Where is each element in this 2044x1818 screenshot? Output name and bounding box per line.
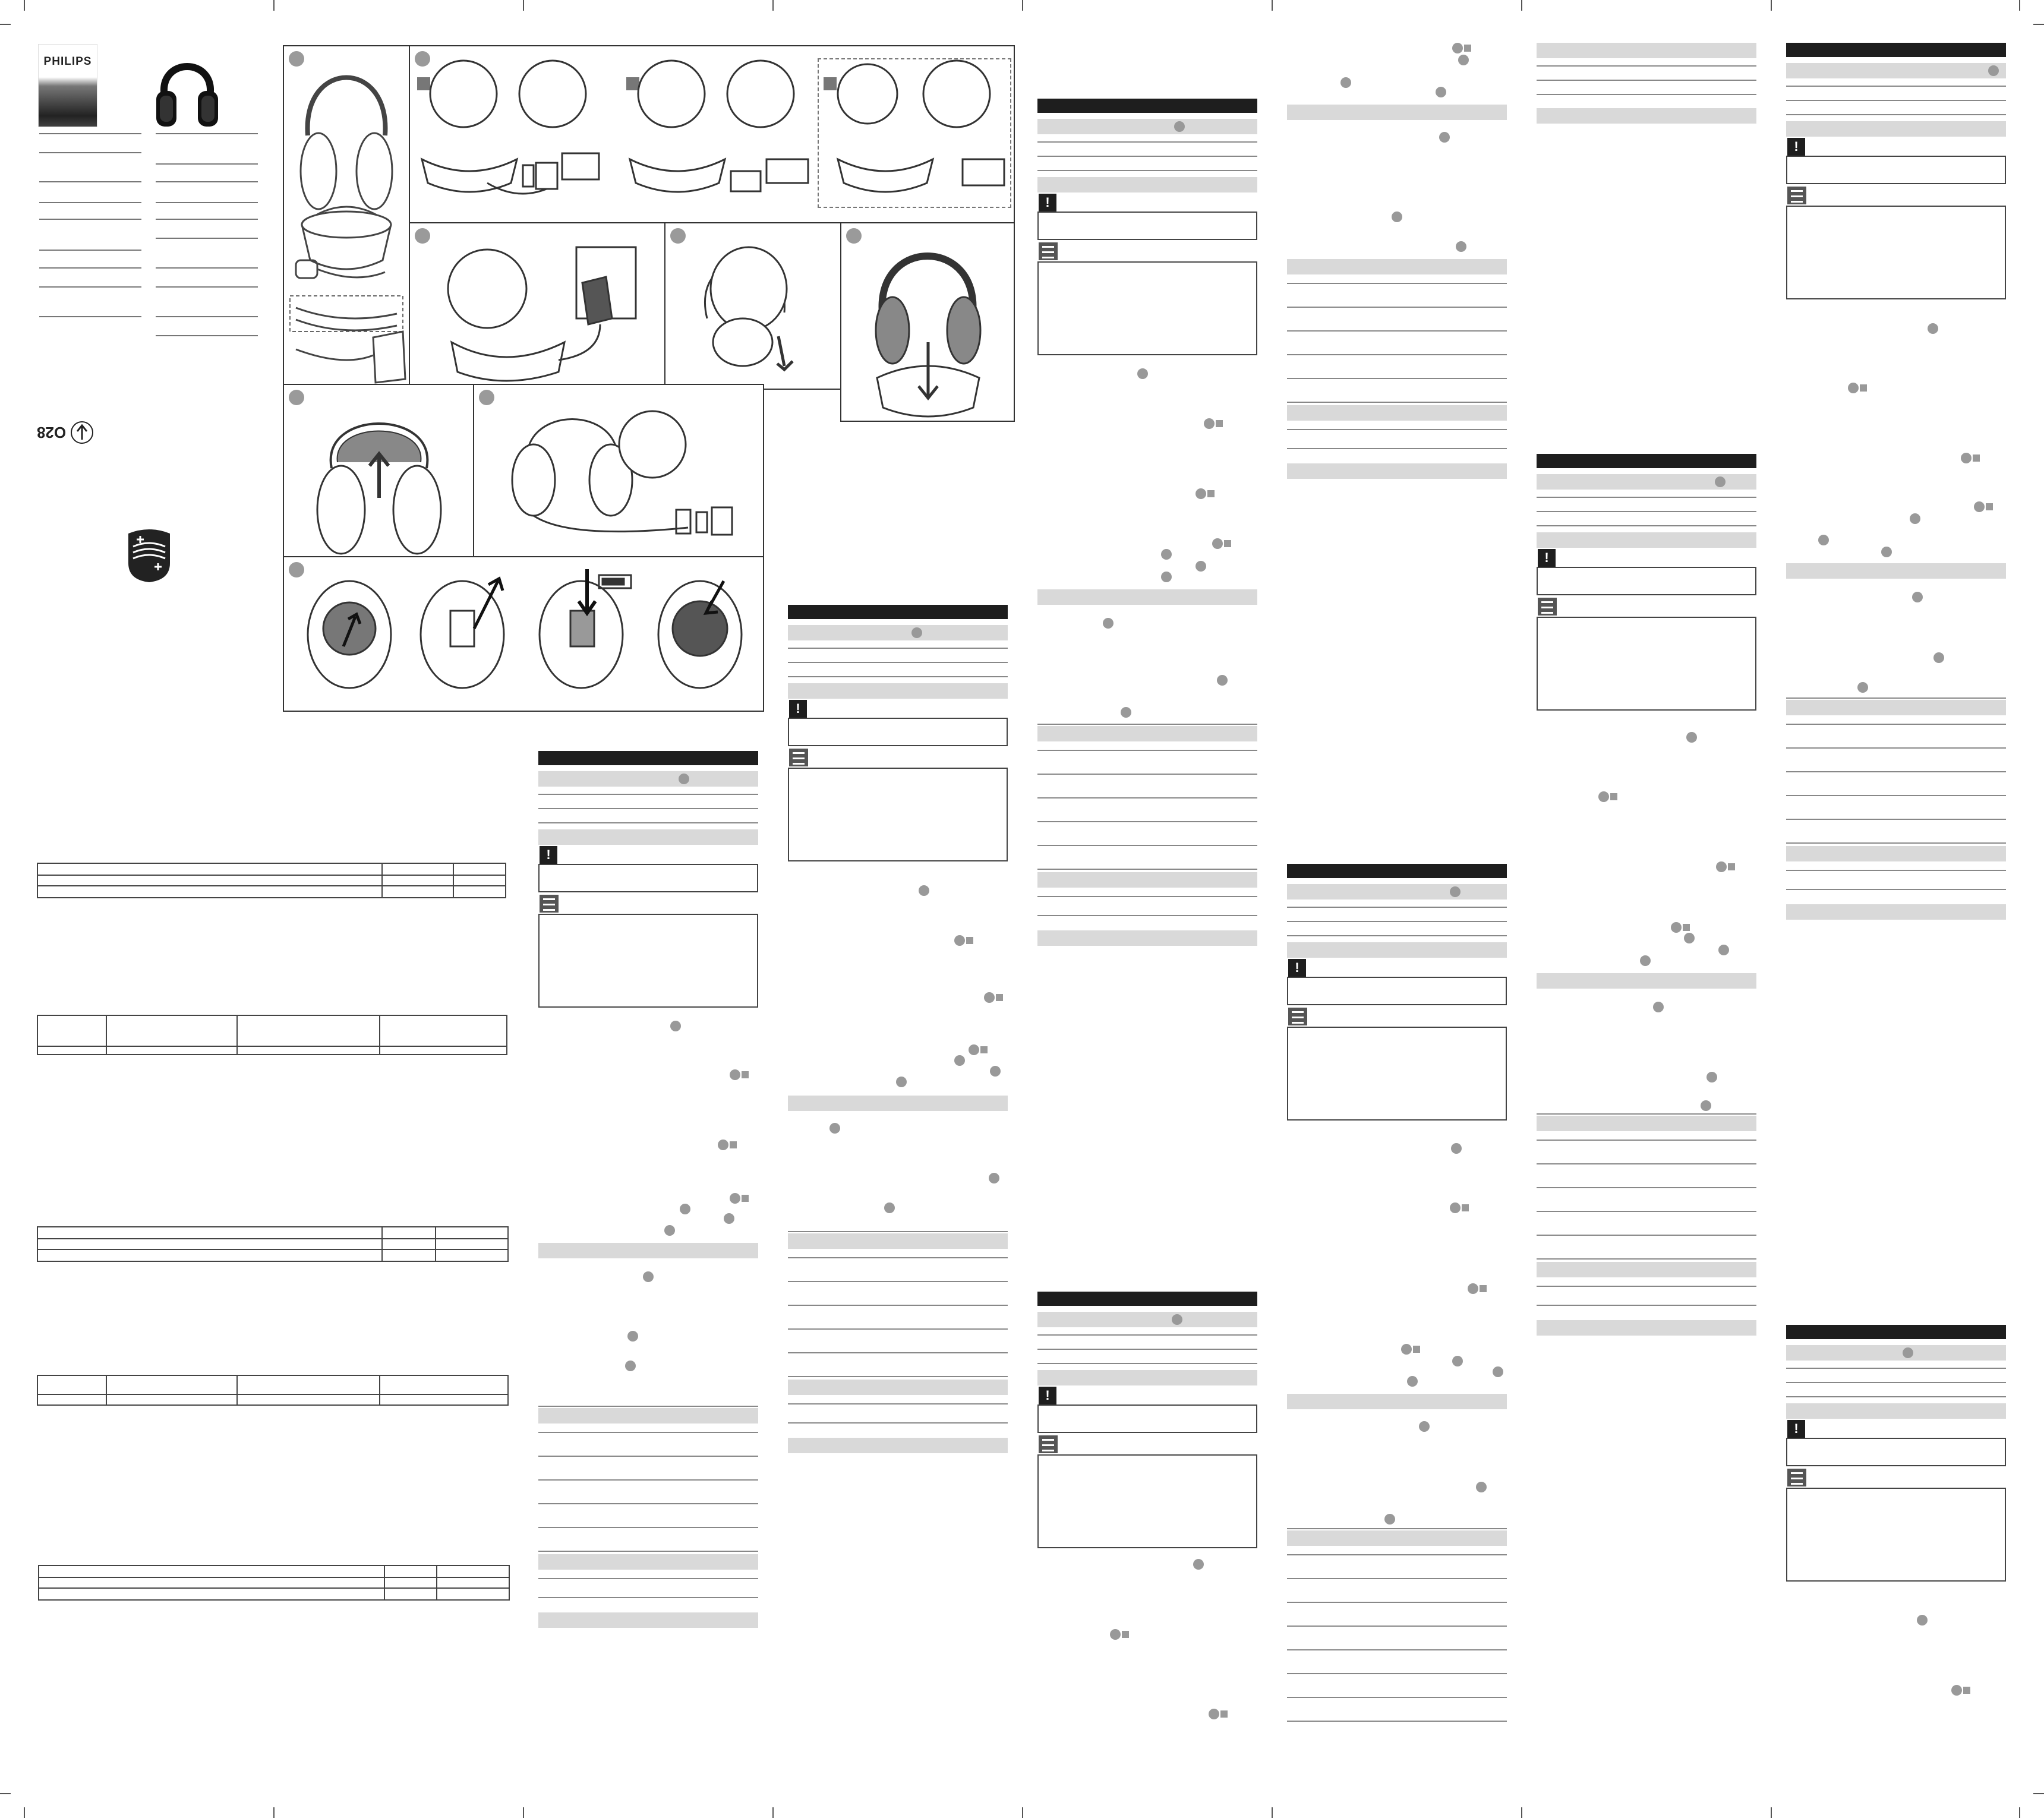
philips-recycle-mark (127, 528, 171, 583)
language-section (1037, 1292, 1257, 1548)
figure-battery (283, 556, 764, 712)
section-list (1537, 973, 1756, 1336)
crop-mark (1272, 0, 1273, 11)
warning-box (1786, 1421, 2006, 1466)
crop-mark (772, 0, 774, 11)
section-header (538, 751, 758, 765)
figure-power-on (664, 222, 843, 390)
note-icon (789, 749, 808, 766)
crop-mark (2019, 1807, 2020, 1818)
language-section (1037, 99, 1257, 355)
crop-mark (0, 1793, 11, 1794)
language-section (1287, 864, 1507, 1121)
figure-dock (840, 222, 1015, 422)
title-bar (1537, 474, 1756, 490)
spec-table (38, 1565, 510, 1601)
crop-mark (273, 1807, 275, 1818)
note-box (538, 914, 758, 1008)
section-list (1287, 259, 1507, 479)
note-icon (1538, 598, 1557, 616)
exclamation-icon: ! (1039, 194, 1056, 212)
note-icon (1039, 242, 1058, 260)
language-section (788, 605, 1008, 861)
section-header (1786, 1325, 2006, 1339)
title-bar (1786, 63, 2006, 78)
crop-mark (1022, 1807, 1023, 1818)
section-header (1786, 43, 2006, 57)
crop-mark (2033, 24, 2044, 25)
section-list (1287, 105, 1507, 120)
exclamation-icon: ! (1787, 1420, 1805, 1438)
figure-line-in (473, 384, 764, 569)
title-bar (1037, 1312, 1257, 1327)
model-code-label: O28 (37, 424, 67, 441)
note-box (1287, 1027, 1507, 1121)
section-list (1786, 563, 2006, 920)
exclamation-icon: ! (1787, 138, 1805, 156)
figure-adjust (283, 384, 474, 569)
figure-connect (409, 45, 1015, 223)
crop-mark (1521, 1807, 1522, 1818)
title-bar (788, 625, 1008, 640)
note-box (1537, 617, 1756, 711)
note-icon (1787, 1469, 1806, 1486)
section-list (1287, 1394, 1507, 1722)
title-bar (1037, 119, 1257, 134)
note-box (1786, 1488, 2006, 1582)
philips-logo (38, 44, 97, 127)
section-list (1537, 43, 1756, 124)
crop-mark (273, 0, 275, 11)
figure-accessories (283, 45, 410, 385)
spec-table (37, 863, 506, 898)
note-box (788, 768, 1008, 861)
section-list (1037, 589, 1257, 946)
warning-box (1287, 960, 1507, 1005)
warning-box (1037, 1388, 1257, 1433)
model-code (37, 419, 96, 446)
section-header (1537, 454, 1756, 468)
crop-mark (1771, 1807, 1772, 1818)
crop-mark (24, 0, 25, 11)
language-section (1786, 43, 2006, 299)
crop-mark (2033, 1793, 2044, 1794)
crop-mark (2019, 0, 2020, 11)
crop-mark (0, 24, 11, 25)
section-header (788, 605, 1008, 619)
language-section (1537, 454, 1756, 711)
section-list (788, 1096, 1008, 1453)
warning-box (1786, 139, 2006, 184)
warning-box (1037, 195, 1257, 240)
crop-mark (24, 1807, 25, 1818)
section-header (1287, 864, 1507, 878)
note-icon (1039, 1435, 1058, 1453)
section-header (1037, 1292, 1257, 1306)
warning-box (538, 847, 758, 892)
exclamation-icon: ! (540, 846, 557, 864)
note-box (1786, 206, 2006, 299)
exclamation-icon: ! (1538, 549, 1556, 567)
warning-box (788, 701, 1008, 746)
brand-name: PHILIPS (43, 55, 92, 68)
title-bar (1287, 884, 1507, 899)
language-section (538, 751, 758, 1008)
crop-mark (1022, 0, 1023, 11)
title-bar (1786, 1345, 2006, 1361)
title-bar (538, 771, 758, 787)
crop-mark (1272, 1807, 1273, 1818)
headphone-product-image (152, 45, 223, 134)
warning-box (1537, 550, 1756, 595)
crop-mark (1771, 0, 1772, 11)
spec-table (37, 1015, 507, 1055)
section-list (538, 1243, 758, 1628)
exclamation-icon: ! (1288, 959, 1306, 977)
note-box (1037, 261, 1257, 355)
note-icon (1288, 1008, 1307, 1025)
figure-power (409, 222, 667, 390)
note-icon (1787, 187, 1806, 204)
language-section (1786, 1325, 2006, 1582)
spec-table (37, 1226, 509, 1262)
spec-table (37, 1375, 509, 1406)
crop-mark (772, 1807, 774, 1818)
note-box (1037, 1454, 1257, 1548)
crop-mark (523, 0, 524, 11)
exclamation-icon: ! (789, 700, 807, 718)
crop-mark (523, 1807, 524, 1818)
section-header (1037, 99, 1257, 113)
note-icon (540, 895, 559, 913)
exclamation-icon: ! (1039, 1387, 1056, 1404)
crop-mark (1521, 0, 1522, 11)
